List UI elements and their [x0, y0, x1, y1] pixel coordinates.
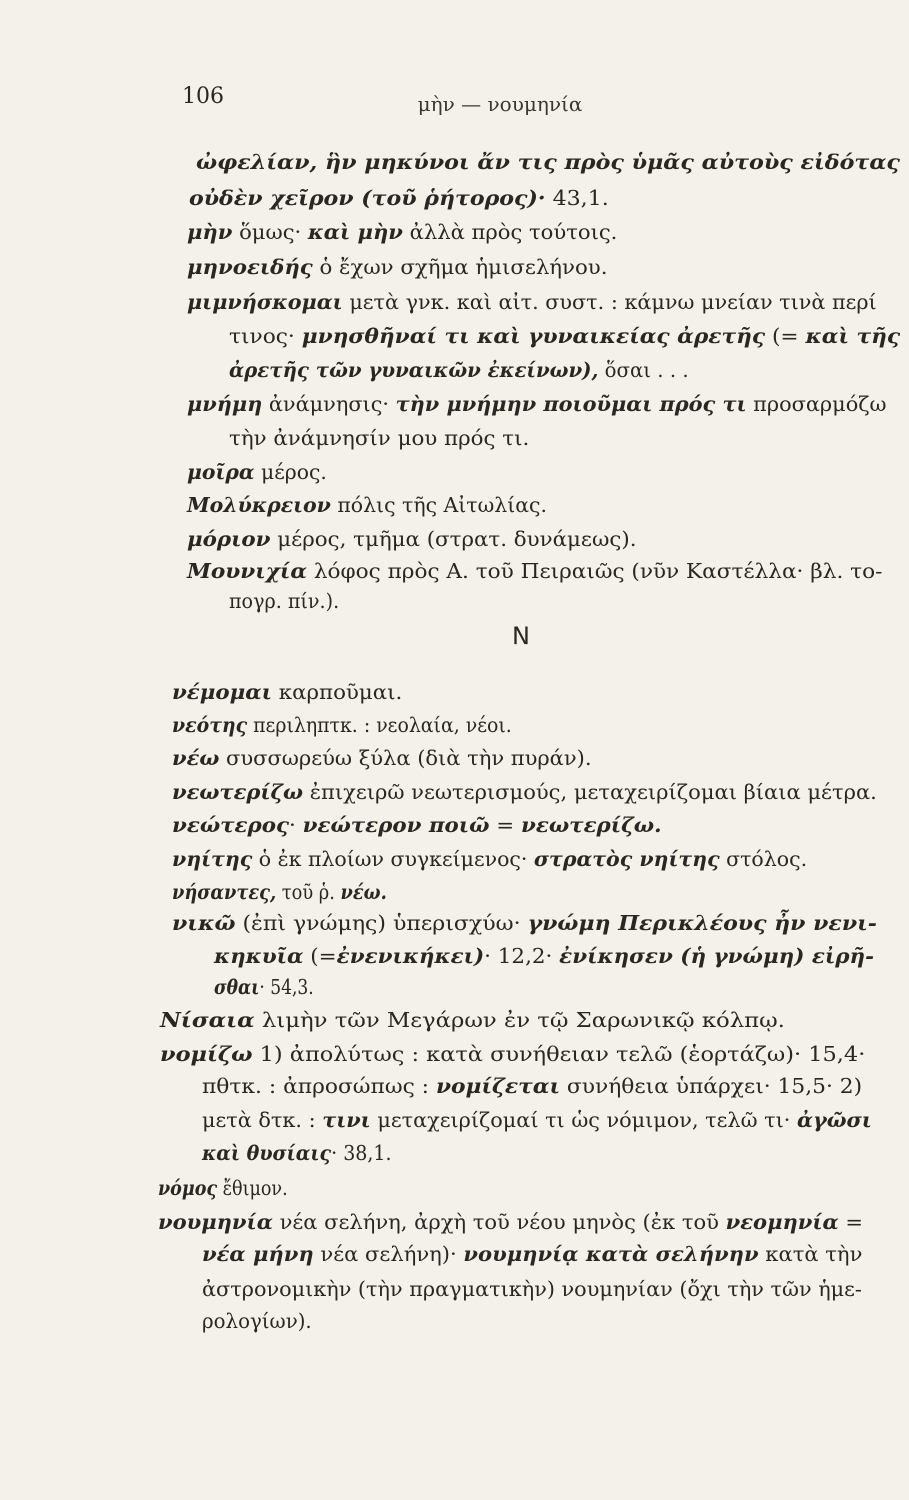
gloss-text: πογρ. πίν.). — [229, 589, 340, 613]
gloss-text: μέρος. — [254, 460, 327, 484]
gloss-text: λιμὴν τῶν Μεγάρων ἐν τῷ Σαρωνικῷ κόλπῳ. — [254, 1008, 785, 1032]
entry-line — [187, 288, 877, 316]
gloss-text: συσσωρεύω ξύλα (διὰ τὴν πυράν). — [219, 746, 592, 770]
headword: στρατὸς νηίτης — [533, 847, 720, 871]
entry-line — [187, 218, 617, 246]
entry-line — [187, 557, 882, 585]
headword: μνήμη — [187, 392, 263, 416]
headword: νεότης — [172, 713, 248, 737]
gloss-text: (ἐπὶ γνώμης) ὑπερισχύω· — [235, 911, 528, 935]
gloss-text: μετὰ δτκ. : — [202, 1108, 323, 1132]
page-number: 106 — [182, 84, 224, 109]
entry-line — [172, 711, 512, 739]
headword: μόριον — [187, 527, 271, 551]
gloss-text: ἀστρονομικὴν (τὴν πραγματικὴν) νουμηνίαν (ὄχι τὴν τῶν ἡμε- — [202, 1277, 862, 1301]
headword: νήσαντες, — [172, 880, 277, 904]
running-head: μὴν — νουμηνία — [417, 92, 583, 116]
gloss-text: καρποῦμαι. — [271, 680, 403, 704]
entry-line — [172, 678, 402, 706]
headword: ἐνενικήκει) — [336, 944, 485, 968]
headword: νέω. — [340, 880, 387, 904]
gloss-text: τὴν ἀνάμνησίν μου πρός τι. — [229, 426, 530, 450]
headword: νουμηνία — [158, 1210, 273, 1234]
headword: μοῖρα — [187, 460, 255, 484]
entry-line — [172, 878, 387, 906]
entry-line — [160, 1006, 785, 1034]
headword: νουμηνίᾳ κατὰ σελήνην — [463, 1242, 759, 1266]
entry-line — [172, 744, 592, 772]
entry-line — [187, 525, 636, 553]
gloss-text: ρολογίων). — [202, 1309, 312, 1333]
gloss-text: τινος· — [229, 324, 302, 348]
gloss-text: συνήθεια ὑπάρχει· 15,5· 2) — [560, 1074, 863, 1098]
gloss-text: μετὰ γνκ. καὶ αἰτ. συστ. : κάμνω μνείαν τινὰ περί — [342, 290, 877, 314]
gloss-text: ὅσαι . . . — [598, 358, 689, 382]
headword: καὶ τῆς — [805, 324, 901, 348]
gloss-text: νέα σελήνη)· — [313, 1242, 464, 1266]
headword: οὐδὲν χεῖρον (τοῦ ῥήτορος)· — [189, 186, 546, 210]
headword: νεωτερίζω — [172, 780, 304, 804]
entry-line — [229, 587, 339, 615]
gloss-text: = — [489, 813, 522, 837]
entry-line — [187, 491, 547, 519]
gloss-text: (= — [303, 944, 337, 968]
gloss-text: · 54,3. — [259, 975, 314, 999]
headword: νηίτης — [172, 847, 253, 871]
entry-line — [229, 322, 900, 350]
gloss-text: μέρος, τμῆμα (στρατ. δυνάμεως). — [270, 527, 637, 551]
entry-line — [172, 778, 877, 806]
gloss-text: μεταχειρίζομαί τι ὡς νόμιμον, τελῶ τι· — [370, 1108, 797, 1132]
entry-line — [202, 1240, 862, 1268]
entry-line — [214, 942, 874, 970]
gloss-text: προσαρμόζω — [746, 392, 887, 416]
headword: κηκυῖα — [214, 944, 304, 968]
headword: νέα μήνη — [202, 1242, 314, 1266]
entry-line — [196, 148, 900, 176]
headword: Νίσαια — [160, 1008, 255, 1032]
headword: νεωτερίζω. — [521, 813, 662, 837]
gloss-text: ὅμως· — [232, 220, 308, 244]
entry-line — [202, 1307, 312, 1335]
headword: μνησθῆναί τι καὶ γυναικείας ἀρετῆς — [301, 324, 766, 348]
headword: γνώμη Περικλέους ἦν νενι- — [527, 911, 877, 935]
entry-line — [229, 424, 529, 452]
headword: καὶ θυσίαις — [202, 1141, 332, 1165]
headword: ἐνίκησεν (ἡ γνώμη) εἰρῆ- — [559, 944, 875, 968]
gloss-text: ἐπιχειρῶ νεωτερισμούς, μεταχειρίζομαι βίαια μέτρα. — [303, 780, 877, 804]
entry-line — [202, 1072, 862, 1100]
headword: νέμομαι — [172, 680, 272, 704]
headword: νέω — [172, 746, 220, 770]
headword: τινι — [322, 1108, 371, 1132]
entry-line — [172, 909, 877, 937]
entry-line — [202, 1139, 392, 1167]
headword: ἀγῶσι — [796, 1108, 872, 1132]
gloss-text: νέα σελήνη, ἀρχὴ τοῦ νέου μηνὸς (ἐκ τοῦ — [272, 1210, 726, 1234]
gloss-text: πόλις τῆς Αἰτωλίας. — [330, 493, 548, 517]
gloss-text: πθτκ. : ἀπροσώπως : — [202, 1074, 436, 1098]
entry-line — [158, 1208, 863, 1236]
headword: Μουνιχία — [187, 559, 307, 583]
gloss-text: 1) ἀπολύτως : κατὰ συνήθειαν τελῶ (ἑορτάζω)· 15,4· — [252, 1042, 866, 1066]
section-letter: Ν — [512, 622, 530, 650]
headword: νεώτερον ποιῶ — [302, 813, 490, 837]
headword: σθαι — [214, 975, 260, 999]
headword: μιμνήσκομαι — [187, 290, 343, 314]
gloss-text: ὁ ἐκ πλοίων συγκείμενος· — [252, 847, 534, 871]
gloss-text: · — [289, 813, 303, 837]
entry-line — [187, 458, 327, 486]
entry-line — [214, 973, 314, 1001]
headword: μηνοειδής — [187, 255, 313, 279]
headword: νεομηνία — [725, 1210, 839, 1234]
headword: τὴν μνήμην ποιοῦμαι πρός τι — [395, 392, 747, 416]
headword: ὠφελίαν, ἣν μηκύνοι ἄν τις πρὸς ὑμᾶς αὐτοὺς εἰδότας — [196, 150, 900, 174]
entry-line — [172, 845, 807, 873]
gloss-text: · 38,1. — [331, 1141, 392, 1165]
headword: ἀρετῆς τῶν γυναικῶν ἐκείνων), — [229, 358, 599, 382]
gloss-text: τοῦ ῥ. — [276, 880, 341, 904]
entry-line — [187, 390, 887, 418]
entry-line — [158, 1174, 288, 1202]
gloss-text: = — [838, 1210, 864, 1234]
entry-line — [187, 253, 607, 281]
gloss-text: περιληπτκ. : νεολαία, νέοι. — [247, 713, 512, 737]
gloss-text: κατὰ τὴν — [758, 1242, 863, 1266]
headword: νόμος — [158, 1176, 218, 1200]
entry-line — [172, 811, 662, 839]
gloss-text: ἀλλὰ πρὸς τούτοις. — [402, 220, 618, 244]
headword: νεώτερος — [172, 813, 290, 837]
headword: νομίζεται — [435, 1074, 561, 1098]
gloss-text: στόλος. — [719, 847, 808, 871]
headword: μὴν — [187, 220, 233, 244]
gloss-text: ἀνάμνησις· — [262, 392, 396, 416]
entry-line — [202, 1106, 872, 1134]
headword: Μολύκρειον — [187, 493, 331, 517]
headword: καὶ μὴν — [307, 220, 403, 244]
gloss-text: · 12,2· — [484, 944, 560, 968]
entry-line — [189, 184, 609, 212]
entry-line — [229, 356, 689, 384]
gloss-text: ἔθιμον. — [217, 1176, 288, 1200]
gloss-text: ὁ ἔχων σχῆμα ἡμισελήνου. — [312, 255, 608, 279]
headword: νομίζω — [160, 1042, 253, 1066]
gloss-text: (= — [765, 324, 806, 348]
entry-line — [202, 1275, 862, 1303]
entry-line — [160, 1040, 865, 1068]
gloss-text: λόφος πρὸς Α. τοῦ Πειραιῶς (νῦν Καστέλλα· βλ. το- — [306, 559, 883, 583]
headword: νικῶ — [172, 911, 236, 935]
gloss-text: 43,1. — [545, 186, 609, 210]
